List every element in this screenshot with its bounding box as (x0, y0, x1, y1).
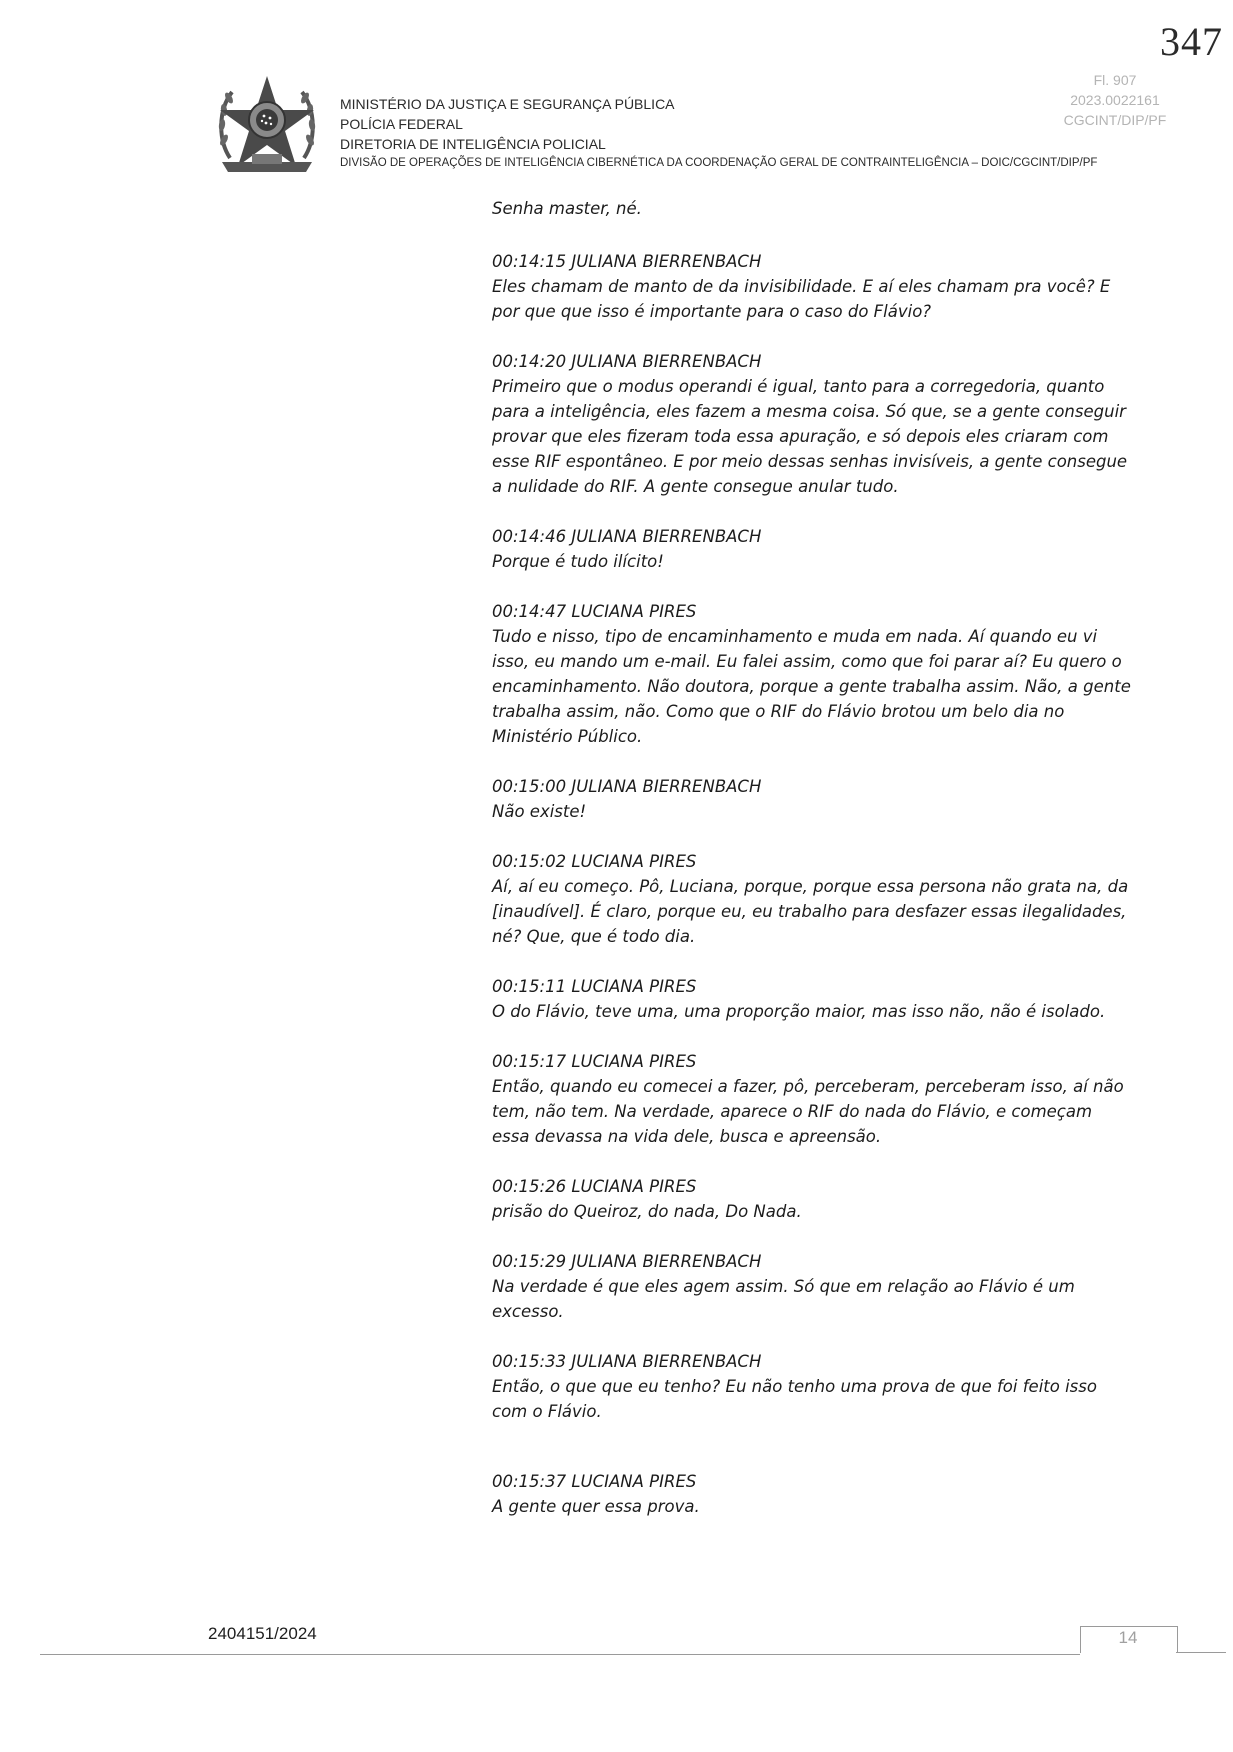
transcript-entry (492, 1049, 1132, 1149)
entry-timestamp-speaker: 00:15:33 JULIANA BIERRENBACH (492, 1352, 762, 1371)
entry-text: Tudo e nisso, tipo de encaminhamento e muda em nada. Aí quando eu vi isso, eu mando um e-mail. Eu falei assim, como que foi parar aí? Eu quero o encaminhamento. Não doutora, porque a gente trabalha assim. Não, a gente trabalha assim, não. Como que o RIF do Flávio brotou um belo dia no Ministério Público. (492, 627, 1131, 746)
stamp-folio: Fl. 907 (1093, 72, 1137, 88)
transcript-body (492, 196, 1132, 1544)
entry-timestamp-speaker: 00:14:47 LUCIANA PIRES (492, 602, 697, 621)
entry-text: Porque é tudo ilícito! (492, 552, 664, 571)
entry-timestamp-speaker: 00:14:15 JULIANA BIERRENBACH (492, 252, 762, 271)
entry-text: Primeiro que o modus operandi é igual, tanto para a corregedoria, quanto para a inteligência, eles fazem a mesma coisa. Só que, se a gente conseguir provar que eles fizeram toda essa apuração, e só depois eles criaram com esse RIF espontâneo. E por meio dessas senhas invisíveis, a gente consegue a nulidade do RIF. A gente consegue anular tudo. (492, 377, 1128, 496)
document-id: 2404151/2024 (208, 1624, 317, 1643)
transcript-entry (492, 774, 1132, 824)
footer-divider-tail (1176, 1652, 1226, 1653)
header-ministry: MINISTÉRIO DA JUSTIÇA E SEGURANÇA PÚBLICA (340, 96, 675, 112)
transcript-entry (492, 1469, 1132, 1519)
stamp-process-number: 2023.0022161 (1070, 92, 1160, 108)
entry-timestamp-speaker: 00:15:17 LUCIANA PIRES (492, 1052, 697, 1071)
transcript-entry (492, 249, 1132, 324)
entry-timestamp-speaker: 00:14:20 JULIANA BIERRENBACH (492, 352, 762, 371)
footer-divider (40, 1654, 1080, 1655)
institutional-header (340, 94, 1140, 172)
header-directorate: DIRETORIA DE INTELIGÊNCIA POLICIAL (340, 136, 606, 152)
entry-timestamp-speaker: 00:15:26 LUCIANA PIRES (492, 1177, 697, 1196)
transcript-entry (492, 974, 1132, 1024)
entry-text: Aí, aí eu começo. Pô, Luciana, porque, porque essa persona não grata na, da [inaudível]. É claro, porque eu, eu trabalho para desfazer essas ilegalidades, né? Que, que é todo dia. (492, 877, 1129, 946)
transcript-entry (492, 1349, 1132, 1424)
entry-timestamp-speaker: 00:15:11 LUCIANA PIRES (492, 977, 697, 996)
header-division: DIVISÃO DE OPERAÇÕES DE INTELIGÊNCIA CIBERNÉTICA DA COORDENAÇÃO GERAL DE CONTRAINTELIGÊNCIA – DOIC/CGCINT/DIP/PF (340, 157, 1098, 169)
header-agency: POLÍCIA FEDERAL (340, 116, 463, 132)
coat-of-arms-icon (212, 70, 322, 180)
transcript-entry (492, 1249, 1132, 1324)
transcript-intro: Senha master, né. (492, 199, 642, 218)
entry-text: Não existe! (492, 802, 587, 821)
page-number: 14 (1118, 1628, 1138, 1647)
transcript-entry (492, 349, 1132, 499)
entry-text: O do Flávio, teve uma, uma proporção maior, mas isso não, não é isolado. (492, 1002, 1106, 1021)
transcript-entry (492, 524, 1132, 574)
transcript-entry (492, 1174, 1132, 1224)
transcript-entry (492, 849, 1132, 949)
entry-timestamp-speaker: 00:15:29 JULIANA BIERRENBACH (492, 1252, 762, 1271)
entry-timestamp-speaker: 00:15:02 LUCIANA PIRES (492, 852, 697, 871)
stamp-unit: CGCINT/DIP/PF (1063, 112, 1167, 128)
handwritten-page-number: 347 (1160, 19, 1223, 64)
entry-timestamp-speaker: 00:15:37 LUCIANA PIRES (492, 1472, 697, 1491)
entry-text: Na verdade é que eles agem assim. Só que em relação ao Flávio é um excesso. (492, 1277, 1075, 1321)
entry-timestamp-speaker: 00:14:46 JULIANA BIERRENBACH (492, 527, 762, 546)
entry-timestamp-speaker: 00:15:00 JULIANA BIERRENBACH (492, 777, 762, 796)
entry-text: A gente quer essa prova. (492, 1497, 700, 1516)
entry-text: Então, quando eu comecei a fazer, pô, perceberam, perceberam isso, aí não tem, não tem. Na verdade, aparece o RIF do nada do Flávio, e começam essa devassa na vida dele, busca e apreensão. (492, 1077, 1124, 1146)
transcript-entry (492, 599, 1132, 749)
entry-text: Eles chamam de manto de da invisibilidade. E aí eles chamam pra você? E por que que isso é importante para o caso do Flávio? (492, 277, 1111, 321)
entry-text: prisão do Queiroz, do nada, Do Nada. (492, 1202, 802, 1221)
entry-text: Então, o que que eu tenho? Eu não tenho uma prova de que foi feito isso com o Flávio. (492, 1377, 1097, 1421)
